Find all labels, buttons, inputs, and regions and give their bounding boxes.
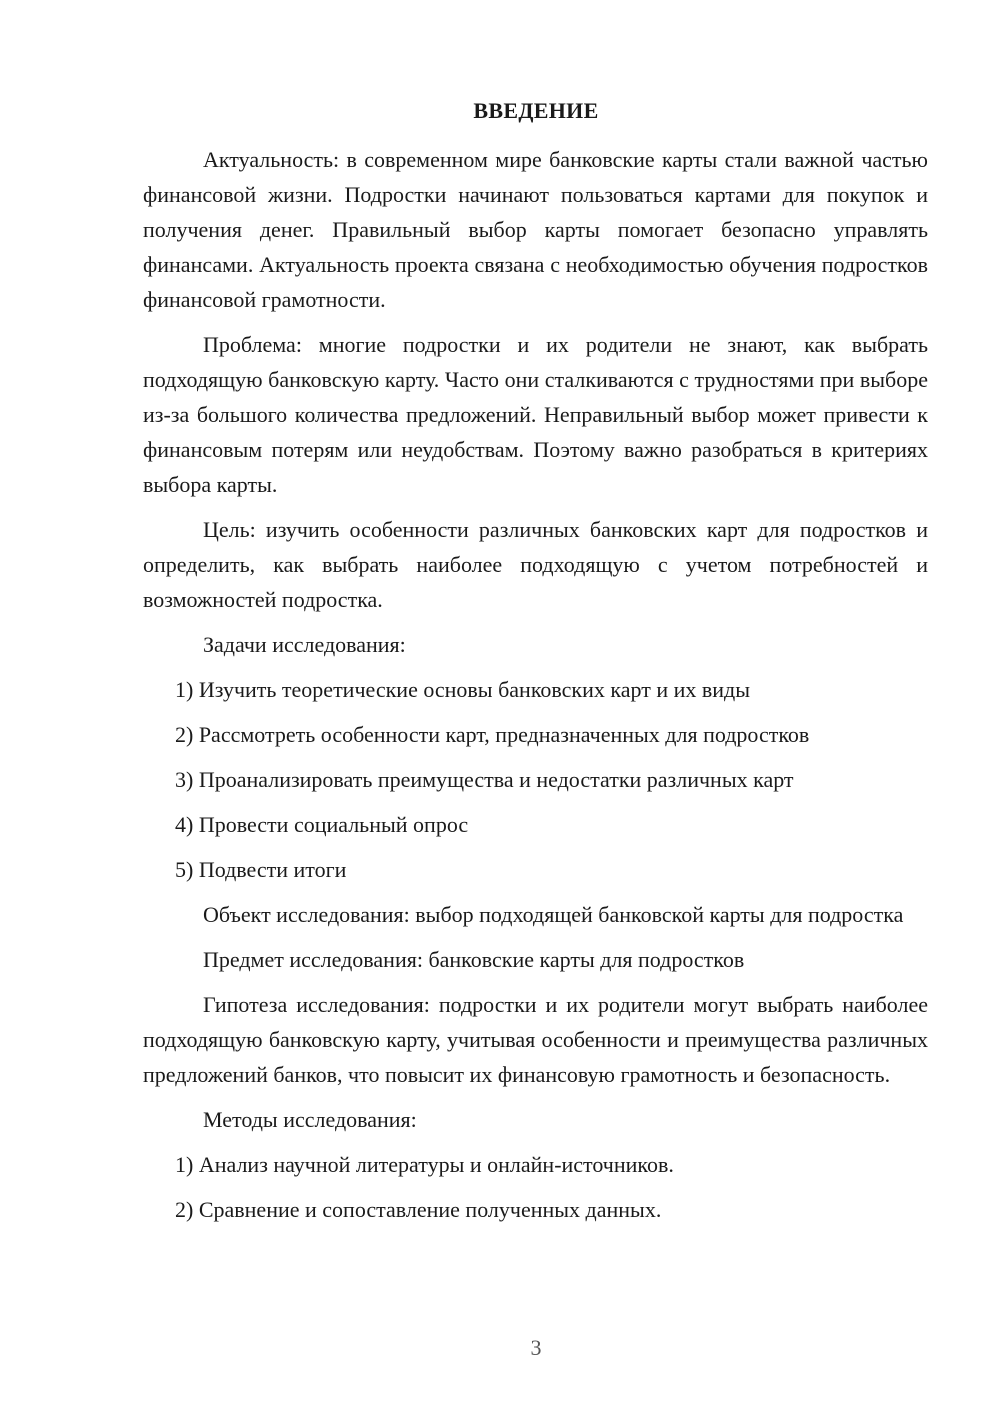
list-item: 2) Рассмотреть особенности карт, предназначенных для подростков [175,722,810,747]
list-item: 5) Подвести итоги [175,857,347,882]
list-item: 4) Провести социальный опрос [175,812,469,837]
paragraph-goal: Цель: изучить особенности различных банковских карт для подростков и определить, как выбрать наиболее подходящую с учетом потребностей и возможностей подростка. [143,517,928,612]
page-title: ВВЕДЕНИЕ [473,98,599,123]
list-item: 2) Сравнение и сопоставление полученных данных. [175,1197,662,1222]
paragraph-hypothesis: Гипотеза исследования: подростки и их родители могут выбрать наиболее подходящую банковскую карту, учитывая особенности и преимущества различных предложений банков, что повысит их финансовую грамотность и безопасность. [143,992,928,1087]
methods-title: Методы исследования: [203,1107,417,1132]
list-item: 1) Анализ научной литературы и онлайн-источников. [175,1152,674,1177]
page-number: 3 [530,1335,542,1360]
tasks-title: Задачи исследования: [203,632,406,657]
paragraph-subject: Предмет исследования: банковские карты для подростков [203,947,745,972]
document-body [143,142,928,1237]
paragraph-object: Объект исследования: выбор подходящей банковской карты для подростка [203,902,904,927]
methods-list [143,1147,928,1227]
list-item: 3) Проанализировать преимущества и недостатки различных карт [175,767,794,792]
tasks-list [143,672,928,887]
list-item: 1) Изучить теоретические основы банковских карт и их виды [175,677,750,702]
paragraph-problem: Проблема: многие подростки и их родители не знают, как выбрать подходящую банковскую карту. Часто они сталкиваются с трудностями при выборе из-за большого количества предложений. Неправильный выбор может привести к финансовым потерям или неудобствам. Поэтому важно разобраться в критериях выбора карты. [143,332,928,497]
paragraph-relevance: Актуальность: в современном мире банковские карты стали важной частью финансовой жизни. Подростки начинают пользоваться картами для покупок и получения денег. Правильный выбор карты помогает безопасно управлять финансами. Актуальность проекта связана с необходимостью обучения подростков финансовой грамотности. [143,147,928,312]
